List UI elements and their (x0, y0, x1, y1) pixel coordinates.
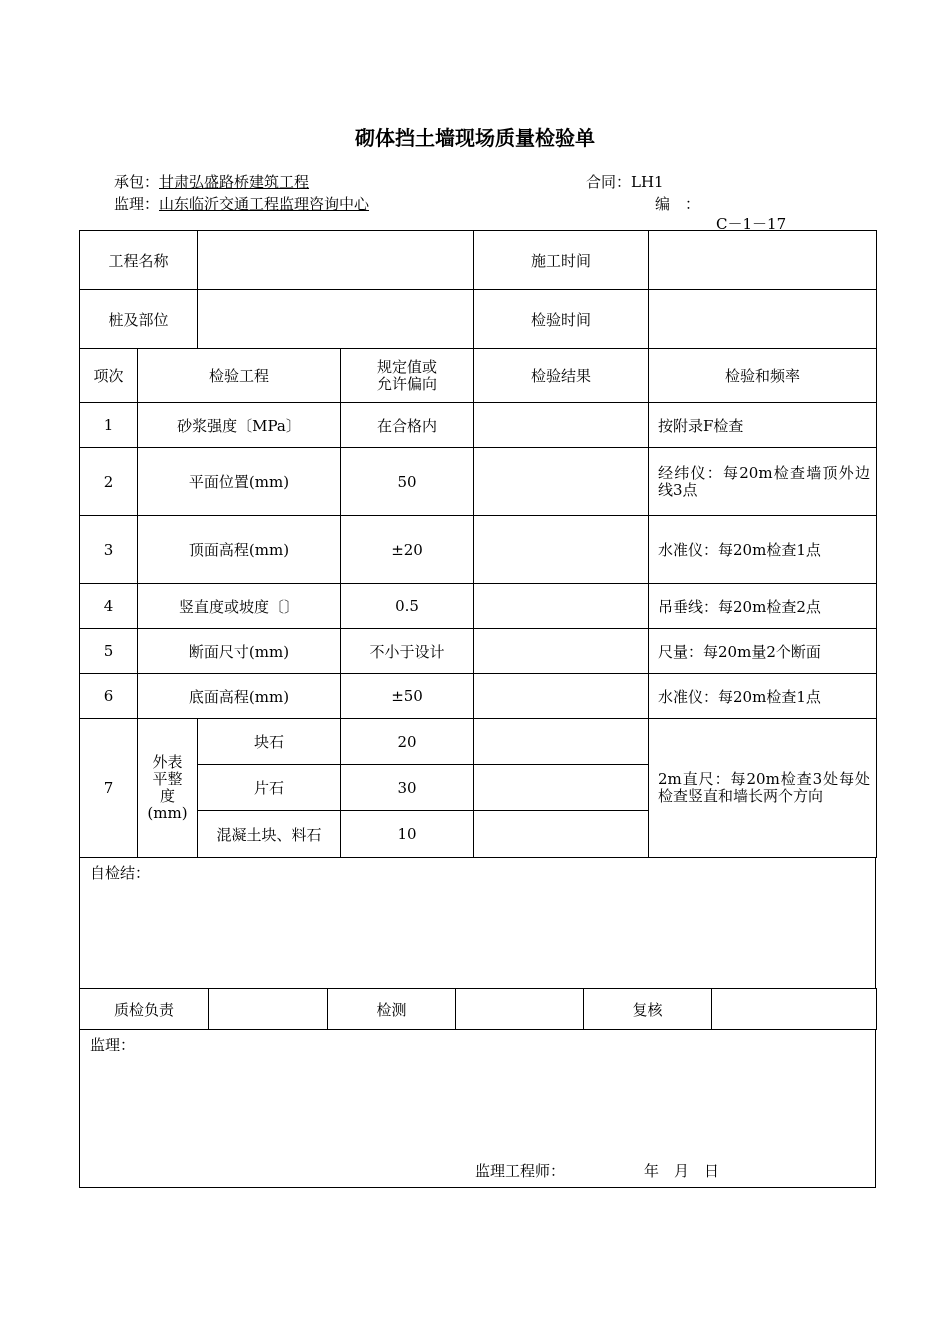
column-header-row (80, 349, 877, 403)
row-method: 按附录F检查 (649, 403, 877, 448)
row-number: 2 (80, 448, 138, 516)
self-check-box (79, 857, 876, 989)
number-label: 编 ： (655, 195, 701, 213)
row-project: 平面位置(mm) (138, 448, 341, 516)
row-result-field[interactable] (474, 629, 649, 674)
contractor-value: 甘肃弘盛路桥建筑工程 (159, 173, 310, 191)
form-code: C－1－17 (716, 215, 787, 233)
group-label-line3: 度 (160, 787, 176, 805)
sub-spec: 10 (341, 811, 474, 858)
page-title: 砌体挡土墙现场质量检验单 (355, 126, 595, 150)
qc-signature-field[interactable] (209, 989, 328, 1030)
info-row-station (80, 290, 877, 349)
date-label: 年 月 日 (644, 1162, 720, 1180)
supervision-field[interactable] (80, 1030, 876, 1188)
project-name-field[interactable] (198, 231, 474, 290)
row-number: 1 (80, 403, 138, 448)
row-spec: 不小于设计 (341, 629, 474, 674)
row-method: 2m直尺：每20m检查3处每处检查竖直和墙长两个方向 (649, 719, 877, 858)
inspection-time-label: 检验时间 (474, 290, 649, 349)
row-number: 6 (80, 674, 138, 719)
row-number: 7 (80, 719, 138, 858)
qc-label: 质检负责 (80, 989, 209, 1030)
row-spec: ±20 (341, 516, 474, 584)
sub-project: 混凝土块、料石 (198, 811, 341, 858)
row-project: 竖直度或坡度〔〕 (138, 584, 341, 629)
row-method: 水准仪：每20m检查1点 (649, 516, 877, 584)
row-result-field[interactable] (474, 674, 649, 719)
project-name-label: 工程名称 (80, 231, 198, 290)
row-result-field[interactable] (474, 516, 649, 584)
col-project-header: 检验工程 (138, 349, 341, 403)
table-row (80, 516, 877, 584)
col-spec-header-line1: 规定值或 (377, 357, 438, 376)
engineer-label: 监理工程师： (475, 1162, 566, 1180)
contract-value: LH1 (631, 173, 664, 191)
row-method: 尺量：每20m量2个断面 (649, 629, 877, 674)
test-label: 检测 (328, 989, 456, 1030)
table-row (80, 403, 877, 448)
col-item-header: 项次 (80, 349, 138, 403)
table-row (80, 584, 877, 629)
row-spec: 0.5 (341, 584, 474, 629)
table-row (80, 448, 877, 516)
col-spec-header-line2: 允许偏向 (377, 374, 438, 393)
sub-result-field[interactable] (474, 719, 649, 765)
sub-spec: 20 (341, 719, 474, 765)
construction-time-field[interactable] (649, 231, 877, 290)
test-signature-field[interactable] (456, 989, 584, 1030)
row-project: 底面高程(mm) (138, 674, 341, 719)
group-label-line4: (mm) (147, 804, 188, 822)
surface-flatness-group (138, 719, 198, 858)
inspection-time-field[interactable] (649, 290, 877, 349)
col-method-header: 检验和频率 (649, 349, 877, 403)
col-result-header: 检验结果 (474, 349, 649, 403)
supervision-label: 监理： (90, 1036, 136, 1054)
table-row-7 (80, 719, 877, 765)
supervisor-value: 山东临沂交通工程监理咨询中心 (159, 195, 370, 213)
supervision-box (79, 1029, 876, 1188)
row-result-field[interactable] (474, 448, 649, 516)
contract-label: 合同： (586, 173, 632, 191)
station-field[interactable] (198, 290, 474, 349)
contractor-line (114, 171, 309, 192)
info-row-project (80, 231, 877, 290)
sub-result-field[interactable] (474, 811, 649, 858)
row-number: 3 (80, 516, 138, 584)
supervisor-line (114, 193, 369, 214)
row-project: 断面尺寸(mm) (138, 629, 341, 674)
group-label-line1: 外表 (152, 753, 183, 771)
review-signature-field[interactable] (712, 989, 877, 1030)
contract-line (586, 171, 664, 192)
row-method: 吊垂线：每20m检查2点 (649, 584, 877, 629)
review-label: 复核 (584, 989, 712, 1030)
row-project: 砂浆强度〔MPa〕 (138, 403, 341, 448)
row-number: 5 (80, 629, 138, 674)
sub-project: 块石 (198, 719, 341, 765)
self-check-label: 自检结： (90, 864, 151, 882)
row-result-field[interactable] (474, 403, 649, 448)
row-project: 顶面高程(mm) (138, 516, 341, 584)
group-label-line2: 平整 (152, 770, 183, 788)
sub-result-field[interactable] (474, 765, 649, 811)
table-row (80, 674, 877, 719)
row-spec: 在合格内 (341, 403, 474, 448)
self-check-field[interactable] (80, 858, 876, 989)
supervisor-label: 监理： (114, 195, 160, 213)
row-result-field[interactable] (474, 584, 649, 629)
station-label: 桩及部位 (80, 290, 198, 349)
inspection-table (79, 230, 877, 858)
sub-project: 片石 (198, 765, 341, 811)
row-spec: ±50 (341, 674, 474, 719)
row-spec: 50 (341, 448, 474, 516)
sub-spec: 30 (341, 765, 474, 811)
row-method: 水准仪：每20m检查1点 (649, 674, 877, 719)
contractor-label: 承包： (114, 173, 160, 191)
signoff-row (79, 988, 877, 1030)
table-row (80, 629, 877, 674)
row-method: 经纬仪：每20m检查墙顶外边线3点 (649, 448, 877, 516)
col-spec-header (341, 349, 474, 403)
construction-time-label: 施工时间 (474, 231, 649, 290)
row-number: 4 (80, 584, 138, 629)
